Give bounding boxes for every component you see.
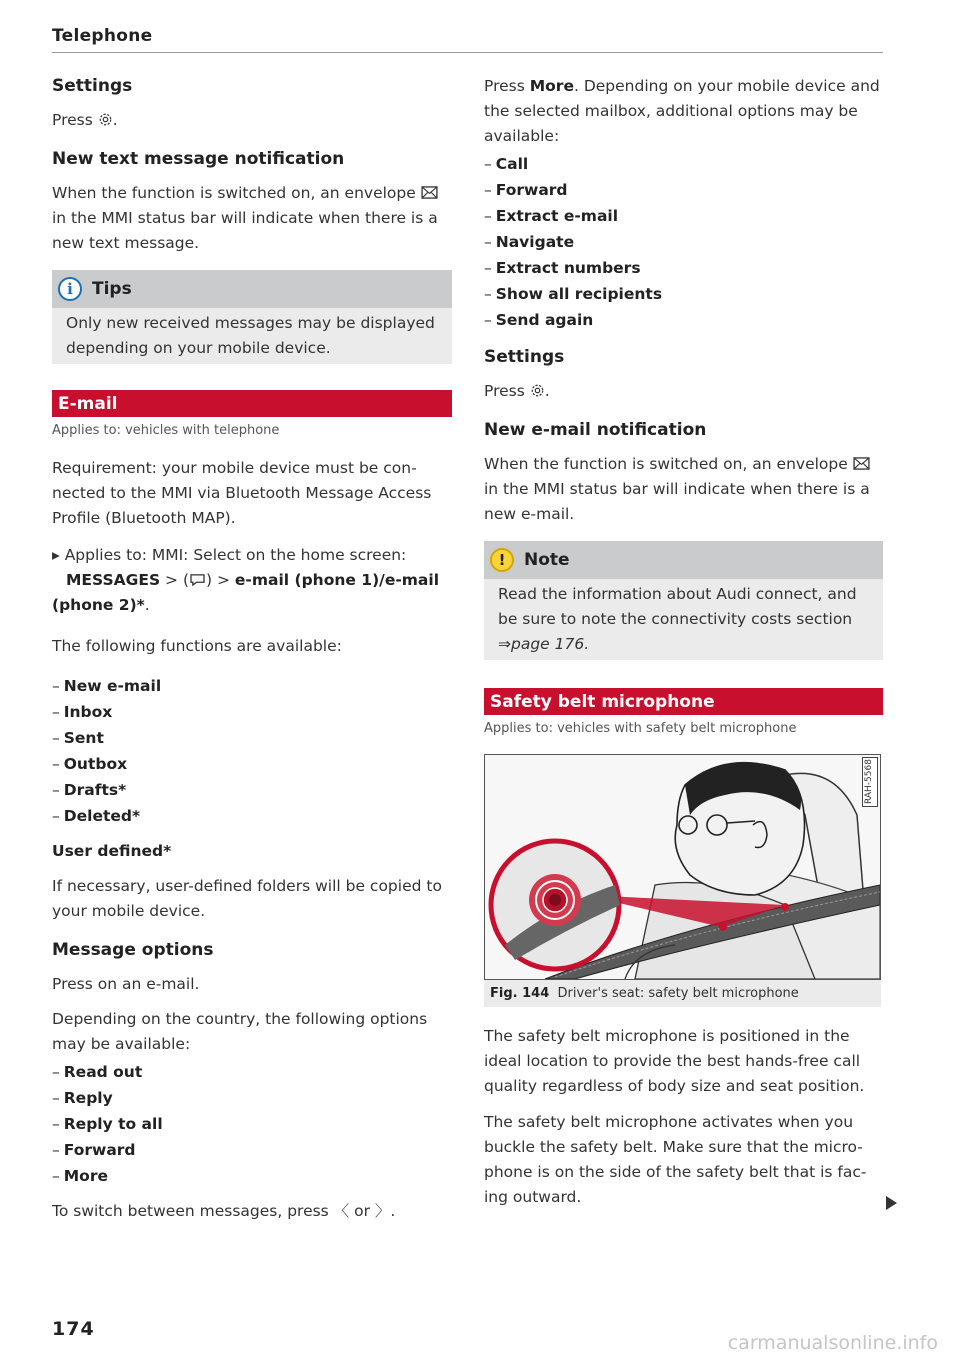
more-paragraph: Press More. Depending on your mobile device and the selected mailbox, additional options may be available: xyxy=(484,77,880,145)
settings-heading-right: Settings xyxy=(484,347,565,367)
figure-144 xyxy=(484,754,881,1007)
list-item: – Show all recipients xyxy=(484,285,663,303)
note-label: Note xyxy=(524,550,570,570)
list-item: – Deleted* xyxy=(52,807,141,825)
list-item: – Forward xyxy=(52,1141,136,1159)
envelope-icon xyxy=(421,186,438,199)
belt-applies: Applies to: vehicles with safety belt microphone xyxy=(484,721,797,736)
email-section-bar: E-mail xyxy=(52,390,452,417)
settings-heading: Settings xyxy=(52,76,133,96)
switch-text: To switch between messages, press 〈 or 〉. xyxy=(52,1202,396,1220)
list-item: – Navigate xyxy=(484,233,575,251)
note-text: Read the information about Audi connect, and be sure to note the connectivity costs section ⇒page 176. xyxy=(498,585,857,653)
more-options-list xyxy=(484,151,883,333)
list-item: – Forward xyxy=(484,181,568,199)
list-item: – Call xyxy=(484,155,529,173)
list-item: – More xyxy=(52,1167,108,1185)
tips-text: Only new received messages may be displayed depending on your mobile device. xyxy=(66,314,435,357)
list-item: – Outbox xyxy=(52,755,128,773)
email-applies: Applies to: vehicles with telephone xyxy=(52,423,280,438)
right-column xyxy=(484,74,883,1210)
message-options-text: Press on an e-mail. xyxy=(52,975,200,993)
page-number: 174 xyxy=(52,1318,95,1340)
list-item: – Sent xyxy=(52,729,104,747)
tips-body xyxy=(52,308,452,364)
list-item: – New e-mail xyxy=(52,677,162,695)
email-notification-paragraph: When the function is switched on, an envelope in the MMI status bar will indicate when there is a new e-mail. xyxy=(484,455,870,523)
country-text: Depending on the country, the following options may be available: xyxy=(52,1010,428,1053)
watermark: carmanualsonline.info xyxy=(727,1332,938,1354)
continue-arrow-icon xyxy=(886,1196,897,1210)
message-icon xyxy=(189,573,206,586)
user-defined-label: User defined* xyxy=(52,842,172,860)
info-icon: i xyxy=(58,277,82,301)
page-header xyxy=(52,26,883,53)
gear-icon xyxy=(530,383,545,398)
figure-illustration xyxy=(484,754,881,980)
user-defined-text: If necessary, user-defined folders will be copied to your mobile device. xyxy=(52,877,442,920)
step-paragraph: ▸ Applies to: MMI: Select on the home screen: MESSAGES > ( ) > e-mail (phone 1)/e-mail (phone 2)*. xyxy=(52,546,440,614)
envelope-icon xyxy=(853,457,870,470)
text-notification-heading: New text message notification xyxy=(52,149,345,169)
tips-header xyxy=(52,270,452,308)
chapter-title: Telephone xyxy=(52,26,153,46)
functions-intro: The following functions are available: xyxy=(52,637,342,655)
requirement-paragraph: Requirement: your mobile device must be con-nected to the MMI via Bluetooth Message Access Profile (Bluetooth MAP). xyxy=(52,459,432,527)
belt-paragraph-1: The safety belt microphone is positioned in the ideal location to provide the best hands-free call quality regardless of body size and seat position. xyxy=(484,1027,865,1095)
list-item: – Send again xyxy=(484,311,594,329)
gear-icon xyxy=(98,112,113,127)
list-item: – Reply xyxy=(52,1089,113,1107)
left-column xyxy=(52,74,452,1224)
email-notification-heading: New e-mail notification xyxy=(484,420,707,440)
note-header xyxy=(484,541,883,579)
page-link[interactable]: ⇒page 176. xyxy=(498,635,590,653)
figure-caption: Fig. 144 Driver's seat: safety belt microphone xyxy=(484,980,881,1007)
functions-list xyxy=(52,673,452,829)
list-item: – Read out xyxy=(52,1063,143,1081)
settings-press-line-right: Press . xyxy=(484,382,550,400)
text-notification-paragraph: When the function is switched on, an envelope in the MMI status bar will indicate when there is a new text message. xyxy=(52,184,438,252)
options-list xyxy=(52,1059,452,1189)
note-body xyxy=(484,579,883,660)
message-options-heading: Message options xyxy=(52,940,214,960)
list-item: – Reply to all xyxy=(52,1115,163,1133)
note-box xyxy=(484,541,883,660)
belt-section-bar: Safety belt microphone xyxy=(484,688,883,715)
list-item: – Inbox xyxy=(52,703,113,721)
belt-paragraph-2: The safety belt microphone activates when you buckle the safety belt. Make sure that the micro-phone is on the side of the safety belt that is fac-ing outward. xyxy=(484,1113,867,1206)
tips-label: Tips xyxy=(92,279,132,299)
settings-press-line: Press . xyxy=(52,111,118,129)
list-item: – Drafts* xyxy=(52,781,127,799)
driver-illustration xyxy=(485,755,880,979)
list-item: – Extract numbers xyxy=(484,259,641,277)
list-item: – Extract e-mail xyxy=(484,207,619,225)
figure-code: RAH-5568 xyxy=(862,757,878,807)
warning-icon: ! xyxy=(490,548,514,572)
tips-box xyxy=(52,270,452,364)
